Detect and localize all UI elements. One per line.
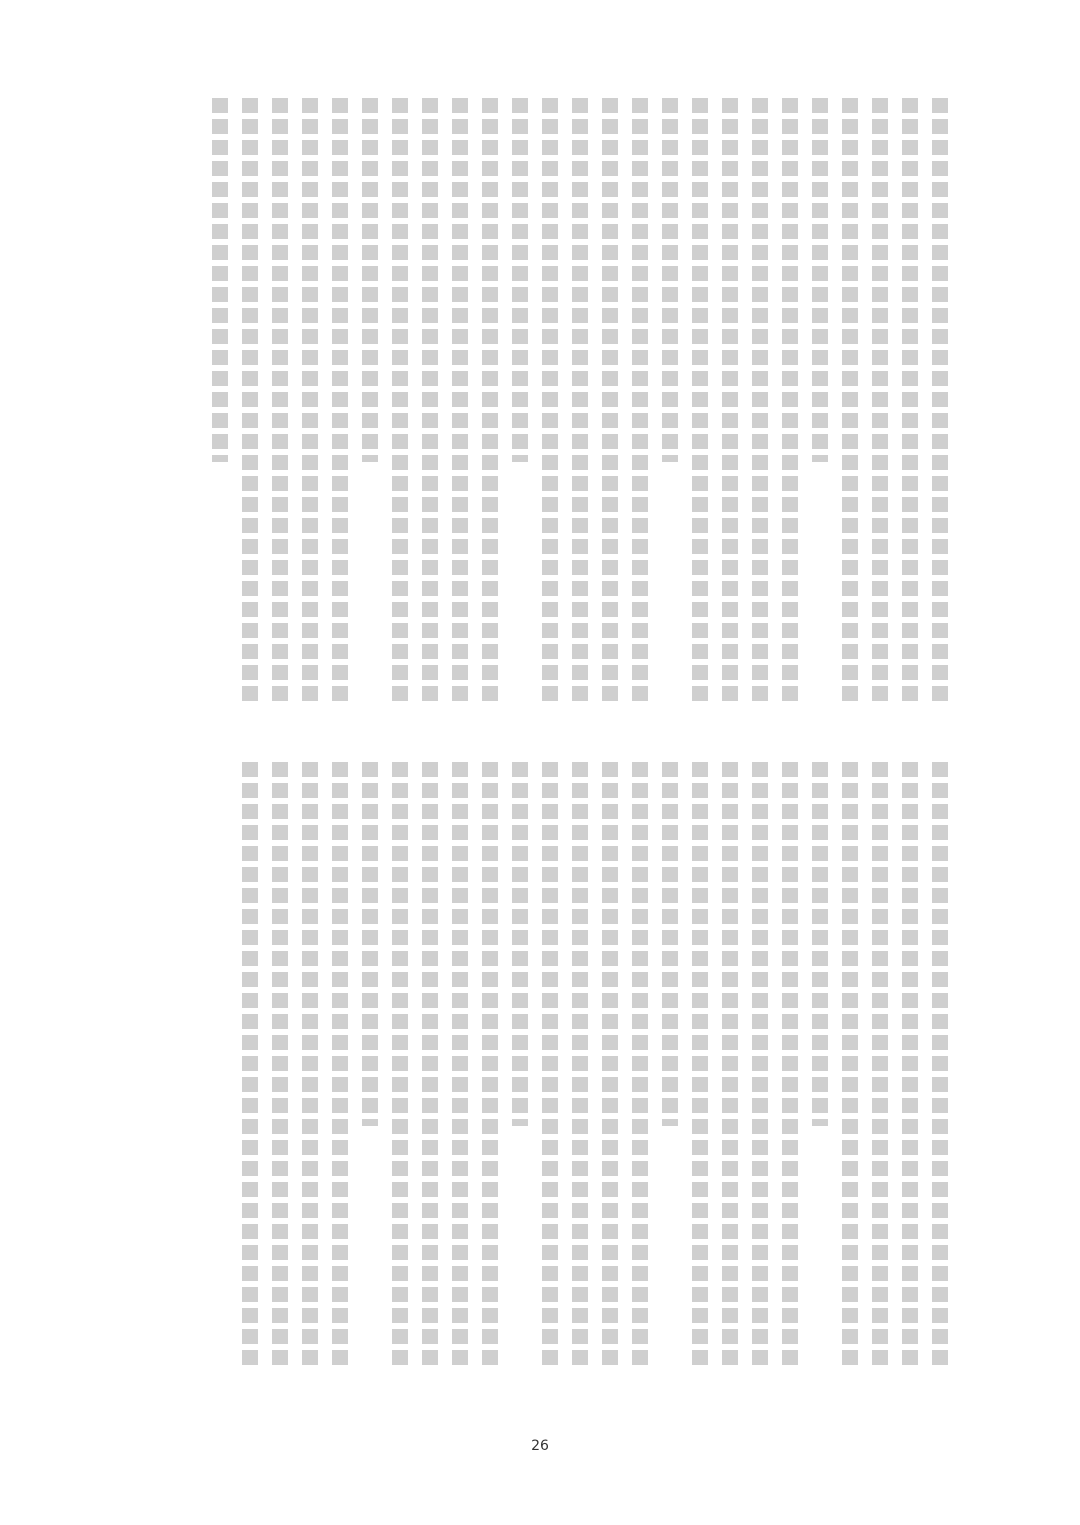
text-column-placeholder xyxy=(722,98,738,704)
text-column-placeholder xyxy=(662,762,678,1126)
text-column-placeholder xyxy=(392,762,408,1368)
text-block-top xyxy=(212,98,948,704)
text-column-placeholder xyxy=(632,98,648,704)
text-column-placeholder xyxy=(752,762,768,1368)
text-column-placeholder xyxy=(662,98,678,462)
text-column-placeholder xyxy=(482,762,498,1368)
text-column-placeholder xyxy=(602,762,618,1368)
text-column-placeholder xyxy=(452,762,468,1368)
text-column-placeholder xyxy=(572,762,588,1368)
text-column-placeholder xyxy=(842,762,858,1368)
text-column-placeholder xyxy=(602,98,618,704)
text-column-placeholder xyxy=(302,762,318,1368)
text-column-placeholder xyxy=(902,98,918,704)
text-column-placeholder xyxy=(212,98,228,462)
text-column-placeholder xyxy=(422,762,438,1368)
text-column-placeholder xyxy=(362,98,378,462)
text-column-placeholder xyxy=(332,762,348,1368)
text-column-placeholder xyxy=(362,762,378,1126)
text-column-placeholder xyxy=(482,98,498,704)
text-column-placeholder xyxy=(512,98,528,462)
text-column-placeholder xyxy=(932,98,948,704)
text-column-placeholder xyxy=(782,98,798,704)
text-block-bottom xyxy=(242,762,948,1368)
text-column-placeholder xyxy=(782,762,798,1368)
text-column-placeholder xyxy=(872,98,888,704)
text-column-placeholder xyxy=(242,762,258,1368)
text-column-placeholder xyxy=(692,98,708,704)
text-column-placeholder xyxy=(452,98,468,704)
text-column-placeholder xyxy=(932,762,948,1368)
text-column-placeholder xyxy=(422,98,438,704)
text-column-placeholder xyxy=(392,98,408,704)
text-column-placeholder xyxy=(332,98,348,704)
text-column-placeholder xyxy=(722,762,738,1368)
text-column-placeholder xyxy=(272,98,288,704)
text-column-placeholder xyxy=(752,98,768,704)
text-column-placeholder xyxy=(692,762,708,1368)
text-column-placeholder xyxy=(272,762,288,1368)
text-column-placeholder xyxy=(512,762,528,1126)
text-column-placeholder xyxy=(302,98,318,704)
text-column-placeholder xyxy=(542,98,558,704)
text-column-placeholder xyxy=(812,762,828,1126)
text-column-placeholder xyxy=(842,98,858,704)
text-column-placeholder xyxy=(632,762,648,1368)
text-column-placeholder xyxy=(902,762,918,1368)
text-column-placeholder xyxy=(872,762,888,1368)
text-column-placeholder xyxy=(572,98,588,704)
text-column-placeholder xyxy=(542,762,558,1368)
text-column-placeholder xyxy=(812,98,828,462)
text-column-placeholder xyxy=(242,98,258,704)
page-number: 26 xyxy=(531,1438,549,1454)
